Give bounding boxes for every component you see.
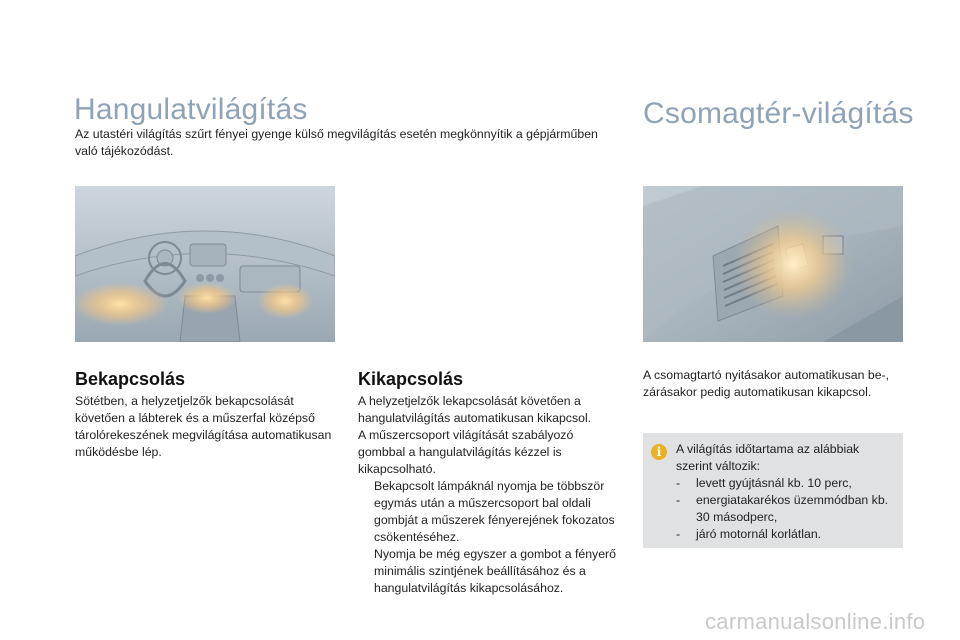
section-title-boot-lighting: Csomagtér-világítás <box>643 97 914 130</box>
dash-marker: - <box>676 527 681 541</box>
arrow-bullet-icon <box>358 478 374 546</box>
list-item <box>676 475 896 492</box>
info-box <box>643 433 903 548</box>
list-item <box>358 546 616 597</box>
info-intro: A világítás időtartama az alábbiak szerint változik: <box>676 442 860 473</box>
info-content <box>676 441 896 543</box>
info-item-text: energiatakarékos üzemmódban kb. 30 másodperc, <box>696 493 889 524</box>
boot-light-illustration <box>643 186 903 342</box>
watermark: carmanualsonline.info <box>705 609 926 634</box>
switch-off-text-2: A műszercsoport világítását szabályozó gombbal a hangulatvilágítás kézzel is kikapcsolható. <box>358 428 574 476</box>
arrow-bullet-icon <box>358 546 374 597</box>
switch-off-text-1: A helyzetjelzők lekapcsolását követően a hangulatvilágítás automatikusan kikapcsol. <box>358 394 592 425</box>
list-item <box>358 478 616 546</box>
boot-lighting-text: A csomagtartó nyitásakor automatikusan be-, zárásakor pedig automatikusan kikapcsol. <box>643 368 890 399</box>
bullet-text: Nyomja be még egyszer a gombot a fényerő minimális szintjének beállításához és a hangulatvilágítás kikapcsolásához. <box>374 547 616 595</box>
info-item-text: levett gyújtásnál kb. 10 perc, <box>696 476 852 490</box>
info-item-text: járó motornál korlátlan. <box>696 527 822 541</box>
list-item <box>676 492 896 526</box>
ambient-intro-text: Az utastéri világítás szűrt fényei gyenge külső megvilágítás esetén megkönnyítik a gépjárműben való tájékozódást. <box>75 127 598 158</box>
switch-off-block <box>358 393 616 597</box>
bullet-text: Bekapcsolt lámpáknál nyomja be többször egymás után a műszercsoport bal oldali gombját a műszerek fényerejének fokozatos csökentéséhez. <box>374 479 615 544</box>
section-title-ambient-lighting: Hangulatvilágítás <box>74 93 308 126</box>
info-icon: i <box>651 444 667 460</box>
dashboard-ambient-light-illustration <box>75 186 335 342</box>
list-item <box>676 526 896 543</box>
heading-switch-off: Kikapcsolás <box>358 369 464 389</box>
heading-switch-on: Bekapcsolás <box>75 369 186 389</box>
dash-marker: - <box>676 493 681 507</box>
dash-marker: - <box>676 476 681 490</box>
switch-on-text: Sötétben, a helyzetjelzők bekapcsolását követően a lábterek és a műszerfal középső tárolórekeszének megvilágítása automatikusan működésbe lép. <box>75 394 332 459</box>
